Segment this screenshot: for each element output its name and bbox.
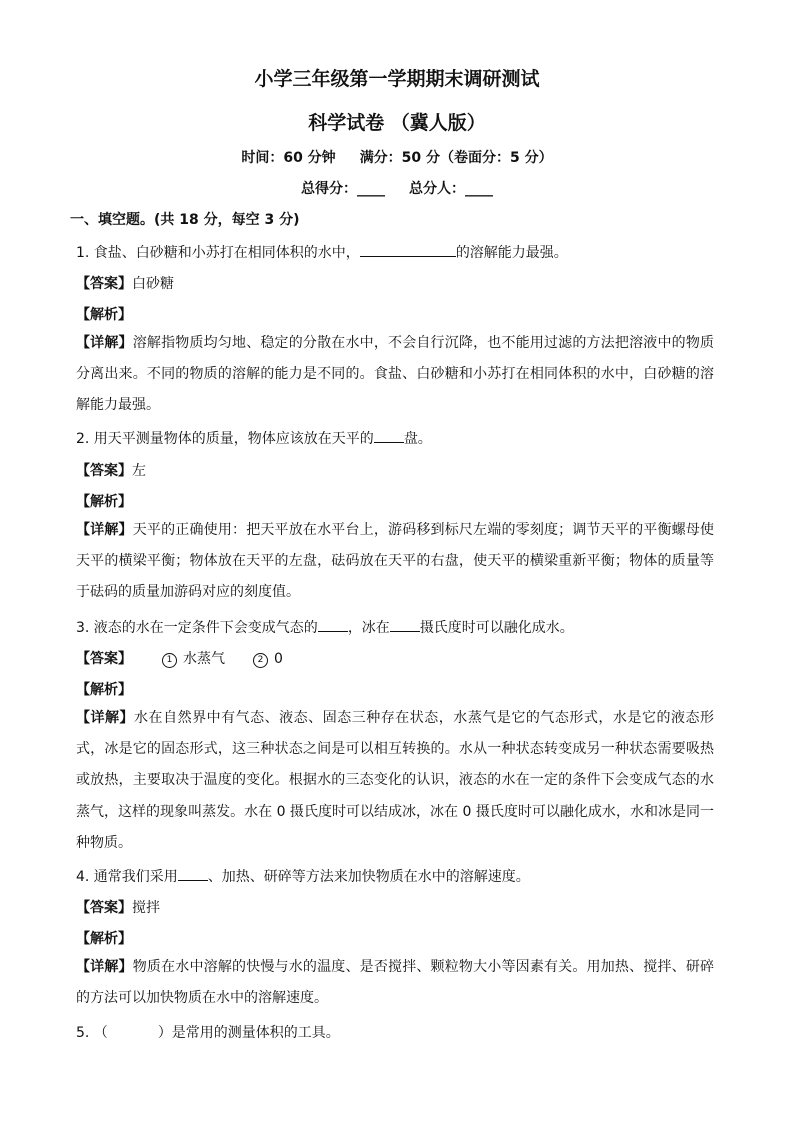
answer-tag: 【答案】 bbox=[76, 900, 132, 916]
question-3-text-middle: ，冰在 bbox=[347, 620, 390, 636]
detail-tag: 【详解】 bbox=[76, 522, 133, 538]
question-1-text-before: 1. 食盐、白砂糖和小苏打在相同体积的水中， bbox=[76, 245, 360, 261]
question-3-text-after: 摄氏度时可以融化成水。 bbox=[419, 620, 574, 636]
question-5-text-before: 5. （ bbox=[76, 1025, 108, 1041]
detail-2 bbox=[76, 515, 714, 609]
score-line bbox=[0, 178, 794, 198]
question-1 bbox=[76, 242, 716, 262]
detail-4-text: 物质在水中溶解的快慢与水的温度、是否搅拌、颗粒物大小等因素有关。用加热、搅拌、研碎的方法可以加快物质在水中的溶解速度。 bbox=[76, 959, 715, 1007]
question-1-text-after: 的溶解能力最强。 bbox=[455, 245, 568, 261]
total-score: 总得分：____ bbox=[301, 181, 385, 197]
analysis-tag: 【解析】 bbox=[76, 931, 132, 947]
detail-tag: 【详解】 bbox=[76, 335, 133, 351]
answer-blank bbox=[374, 428, 404, 443]
answer-4 bbox=[76, 897, 716, 917]
answer-tag: 【答案】 bbox=[76, 651, 132, 667]
answer-3-value-1: 水蒸气 bbox=[183, 651, 225, 667]
question-3-text-before: 3. 液态的水在一定条件下会变成气态的 bbox=[76, 620, 318, 636]
answer-2-value: 左 bbox=[132, 463, 146, 479]
question-2 bbox=[76, 428, 716, 448]
detail-3 bbox=[76, 703, 714, 859]
section-heading: 一、填空题。(共 18 分，每空 3 分) bbox=[70, 212, 300, 228]
question-2-text-after: 盘。 bbox=[403, 431, 432, 447]
total-scorer: 总分人：____ bbox=[409, 181, 493, 197]
detail-2-text: 天平的正确使用：把天平放在水平台上，游码移到标尺左端的零刻度；调节天平的平衡螺母使天平的横梁平衡；物体放在天平的左盘，砝码放在天平的右盘，使天平的横梁重新平衡；物体的质量等于砝码的质量加游码对应的刻度值。 bbox=[76, 522, 715, 601]
question-5 bbox=[76, 1022, 716, 1042]
exam-info-line bbox=[0, 147, 794, 167]
detail-1-text: 溶解指物质均匀地、稳定的分散在水中，不会自行沉降，也不能用过滤的方法把溶液中的物质分离出来。不同的物质的溶解的能力是不同的。食盐、白砂糖和小苏打在相同体积的水中，白砂糖的溶解能力最强。 bbox=[76, 335, 715, 414]
analysis-tag: 【解析】 bbox=[76, 307, 132, 323]
answer-3 bbox=[76, 648, 716, 668]
question-4-text-before: 4. 通常我们采用 bbox=[76, 869, 178, 885]
detail-tag: 【详解】 bbox=[76, 710, 135, 726]
detail-tag: 【详解】 bbox=[76, 959, 133, 975]
answer-blank bbox=[318, 617, 348, 632]
answer-blank bbox=[178, 866, 208, 881]
detail-1 bbox=[76, 328, 714, 422]
time-limit: 时间：60 分钟 bbox=[241, 150, 336, 166]
detail-4 bbox=[76, 952, 714, 1014]
answer-1-value: 白砂糖 bbox=[132, 276, 174, 292]
full-score: 满分：50 分（卷面分：5 分） bbox=[359, 150, 553, 166]
question-4 bbox=[76, 866, 716, 886]
analysis-tag: 【解析】 bbox=[76, 494, 132, 510]
answer-blank bbox=[390, 617, 420, 632]
exam-subtitle: 科学试卷 （冀人版） bbox=[308, 112, 486, 134]
exam-title: 小学三年级第一学期期末调研测试 bbox=[254, 68, 540, 90]
answer-2 bbox=[76, 460, 716, 480]
question-5-text-after: ）是常用的测量体积的工具。 bbox=[157, 1025, 340, 1041]
answer-tag: 【答案】 bbox=[76, 276, 132, 292]
question-3 bbox=[76, 617, 716, 637]
answer-tag: 【答案】 bbox=[76, 463, 132, 479]
answer-blank bbox=[360, 242, 456, 257]
answer-4-value: 搅拌 bbox=[132, 900, 160, 916]
circled-number: 1 bbox=[162, 653, 177, 668]
question-2-text-before: 2. 用天平测量物体的质量，物体应该放在天平的 bbox=[76, 431, 374, 447]
answer-3-value-2: 0 bbox=[274, 651, 283, 667]
analysis-tag: 【解析】 bbox=[76, 682, 132, 698]
answer-1 bbox=[76, 273, 716, 293]
question-4-text-after: 、加热、研碎等方法来加快物质在水中的溶解速度。 bbox=[207, 869, 530, 885]
detail-3-text: 水在自然界中有气态、液态、固态三种存在状态，水蒸气是它的气态形式，水是它的液态形式，冰是它的固态形式，这三种状态之间是可以相互转换的。水从一种状态转变成另一种状态需要吸热或放热，主要取决于温度的变化。根据水的三态变化的认识，液态的水在一定的条件下会变成气态的水蒸气，这样的现象叫蒸发。水在 0 摄氏度时可以结成冰，冰在 0 摄氏度时可以融化成水，水和冰是同一种物质。 bbox=[76, 710, 714, 851]
circled-number: 2 bbox=[253, 653, 268, 668]
